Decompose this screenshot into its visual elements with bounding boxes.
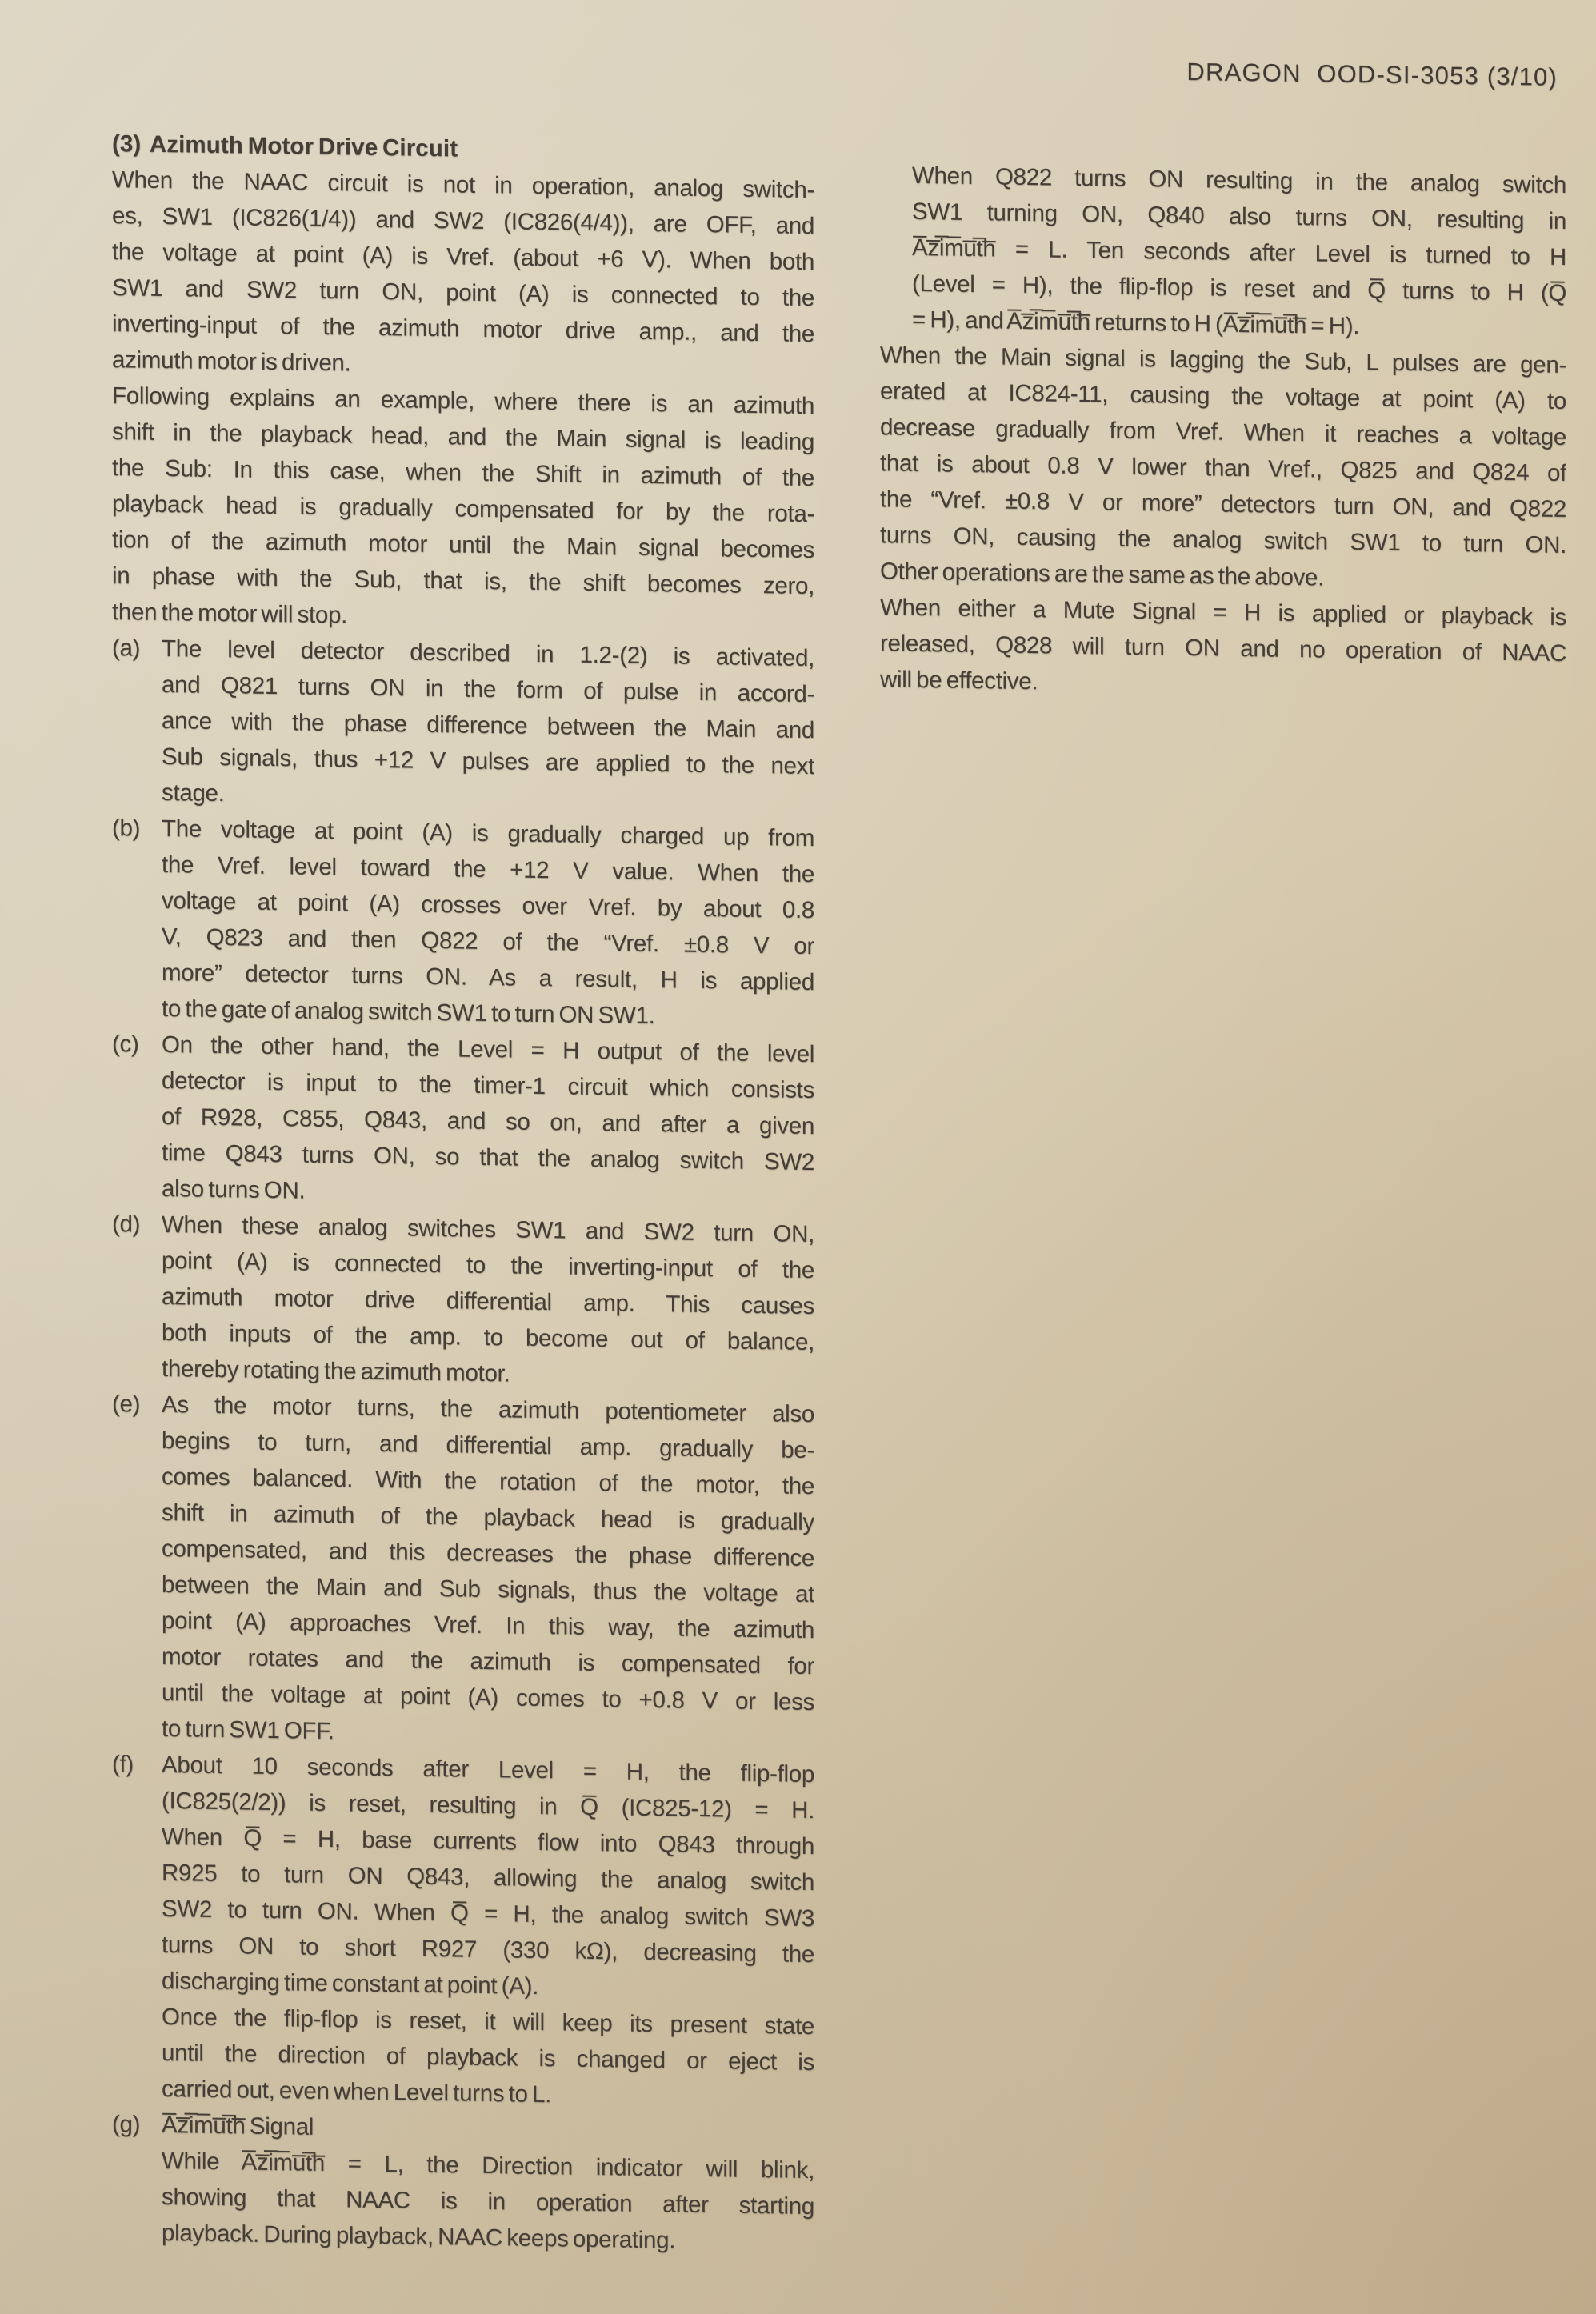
item-label: (e): [112, 1391, 141, 1418]
text-line: azimuth motor is driven.: [112, 346, 351, 377]
item-d: [112, 1206, 814, 1396]
text-line: playback. During playback, NAAC keeps operating.: [162, 2219, 676, 2254]
text-line: turns ON to short R927 (330 kΩ), decreasing the: [162, 1931, 814, 1968]
text-line: between the Main and Sub signals, thus the voltage at: [162, 1571, 814, 1608]
text-line: As the motor turns, the azimuth potentiometer also: [162, 1391, 814, 1428]
text-line: thereby rotating the azimuth motor.: [162, 1355, 510, 1387]
text-line: Once the flip-flop is reset, it will keep its present state: [162, 2003, 814, 2040]
text-line: motor rotates and the azimuth is compensated for: [162, 1643, 814, 1680]
text-line: The voltage at point (A) is gradually charged up from: [162, 815, 814, 852]
text-line: On the other hand, the Level = H output of the level: [162, 1031, 814, 1068]
text-line: decrease gradually from Vref. When it reaches a voltage: [880, 414, 1566, 451]
text-line: When Q822 turns ON resulting in the analog switch: [912, 162, 1566, 199]
paragraph: [112, 1998, 814, 2116]
text-line: the Sub: In this case, when the Shift in azimuth of the: [112, 454, 814, 492]
item-c: [112, 1026, 814, 1216]
text-line: inverting-input of the azimuth motor drive amp., and the: [112, 310, 814, 348]
item-label: (d): [112, 1211, 141, 1238]
text-line: of R928, C855, Q843, and so on, and after a given: [162, 1103, 814, 1140]
text-line: When the NAAC circuit is not in operation, analog switch-: [112, 166, 814, 204]
text-line: A̅z̅i̅m̅u̅t̅h̅ = L. Ten seconds after Level is turned to H: [912, 234, 1566, 271]
text-line: time Q843 turns ON, so that the analog switch SW2: [162, 1139, 814, 1176]
page-header: [1186, 58, 1558, 92]
text-line: About 10 seconds after Level = H, the flip-flop: [162, 1751, 814, 1788]
text-line: and Q821 turns ON in the form of pulse in accord-: [162, 671, 814, 708]
text-line: Sub signals, thus +12 V pulses are applied to the next: [162, 743, 814, 780]
doc-code: DRAGON OOD-SI-3053 (3/10): [1186, 58, 1558, 91]
paragraph: [880, 157, 1566, 347]
item-body: [162, 1027, 814, 1216]
paragraph: [880, 337, 1566, 599]
text-line: voltage at point (A) crosses over Vref. by about 0.8: [162, 887, 814, 924]
text-line: es, SW1 (IC826(1/4)) and SW2 (IC826(4/4)), are OFF, and: [112, 202, 814, 240]
text-line: When the Main signal is lagging the Sub, L pulses are gen-: [880, 342, 1566, 379]
text-line: shift in the playback head, and the Main signal is leading: [112, 418, 814, 456]
text-line: While A̅z̅i̅m̅u̅t̅h̅ = L, the Direction indicator will blink,: [162, 2147, 814, 2184]
text-line: also turns ON.: [162, 1175, 306, 1204]
text-line: tion of the azimuth motor until the Main signal becomes: [112, 526, 814, 564]
item-label: (b): [112, 815, 141, 842]
text-line: Other operations are the same as the above.: [880, 558, 1325, 591]
left-column: [112, 126, 814, 2260]
text-line: more” detector turns ON. As a result, H is applied: [162, 959, 814, 996]
item-label: (g): [112, 2111, 141, 2138]
item-body: [162, 1387, 814, 1756]
text-line: stage.: [162, 779, 225, 807]
paragraph: [112, 2142, 814, 2260]
text-line: carried out, even when Level turns to L.: [162, 2075, 552, 2108]
item-body: [162, 631, 814, 820]
text-line: (3) Azimuth Motor Drive Circuit: [112, 130, 458, 162]
text-line: until the direction of playback is changed or eject is: [162, 2039, 814, 2076]
item-label: (f): [112, 1751, 134, 1778]
item-label: (a): [112, 635, 141, 662]
text-line: When either a Mute Signal = H is applied or playback is: [880, 594, 1566, 631]
right-column: [880, 157, 1566, 707]
text-line: ance with the phase difference between the Main and: [162, 707, 814, 744]
text-line: SW2 to turn ON. When Q̅ = H, the analog switch SW3: [162, 1895, 814, 1932]
text-line: When these analog switches SW1 and SW2 turn ON,: [162, 1211, 814, 1248]
text-line: detector is input to the timer-1 circuit which consists: [162, 1067, 814, 1104]
text-line: released, Q828 will turn ON and no operation of NAAC: [880, 630, 1566, 667]
text-line: point (A) approaches Vref. In this way, the azimuth: [162, 1607, 814, 1644]
item-body: [162, 1207, 814, 1396]
item-f: [112, 1746, 814, 2008]
text-line: (IC825(2/2)) is reset, resulting in Q̅ (IC825-12) = H.: [162, 1787, 814, 1824]
text-line: V, Q823 and then Q822 of the “Vref. ±0.8 V or: [162, 923, 814, 960]
text-line: will be effective.: [880, 666, 1038, 695]
paragraph: [112, 162, 814, 388]
text-line: The level detector described in 1.2-(2) is activated,: [162, 635, 814, 672]
text-line: to turn SW1 OFF.: [162, 1715, 334, 1745]
item-label: (c): [112, 1031, 139, 1058]
text-line: (Level = H), the flip-flop is reset and Q̅ turns to H (Q̅: [912, 270, 1566, 307]
text-line: turns ON, causing the analog switch SW1 to turn ON.: [880, 522, 1566, 559]
text-line: to the gate of analog switch SW1 to turn ON SW1.: [162, 995, 655, 1030]
text-line: point (A) is connected to the inverting-input of the: [162, 1247, 814, 1284]
text-line: shift in azimuth of the playback head is gradually: [162, 1499, 814, 1536]
text-line: SW1 and SW2 turn ON, point (A) is connected to the: [112, 274, 814, 312]
text-line: R925 to turn ON Q843, allowing the analog switch: [162, 1859, 814, 1896]
text-line: until the voltage at point (A) comes to +0.8 V or less: [162, 1679, 814, 1716]
text-line: SW1 turning ON, Q840 also turns ON, resulting in: [912, 198, 1566, 235]
text-line: the voltage at point (A) is Vref. (about +6 V). When both: [112, 238, 814, 276]
text-line: in phase with the Sub, that is, the shift becomes zero,: [112, 562, 814, 600]
text-line: that is about 0.8 V lower than Vref., Q825 and Q824 of: [880, 450, 1566, 487]
text-line: the “Vref. ±0.8 V or more” detectors turn ON, and Q822: [880, 486, 1566, 523]
text-line: Following explains an example, where there is an azimuth: [112, 382, 814, 420]
item-body: [162, 1747, 814, 2008]
item-a: [112, 630, 814, 820]
text-line: showing that NAAC is in operation after starting: [162, 2183, 814, 2220]
text-line: both inputs of the amp. to become out of balance,: [162, 1319, 814, 1356]
text-line: then the motor will stop.: [112, 599, 348, 629]
text-line: the Vref. level toward the +12 V value. When the: [162, 851, 814, 888]
text-line: discharging time constant at point (A).: [162, 1967, 538, 2000]
text-line: A̅z̅i̅m̅u̅t̅h̅ Signal: [162, 2111, 314, 2140]
text-line: begins to turn, and differential amp. gradually be-: [162, 1427, 814, 1464]
item-b: [112, 810, 814, 1036]
text-line: playback head is gradually compensated for by the rota-: [112, 490, 814, 528]
text-line: When Q̅ = H, base currents flow into Q843 through: [162, 1823, 814, 1860]
text-line: azimuth motor drive differential amp. This causes: [162, 1283, 814, 1320]
text-line: = H), and A̅z̅i̅m̅u̅t̅h̅ returns to H (A̅z̅i̅m̅u̅t̅h̅ = H).: [912, 306, 1360, 340]
text-line: comes balanced. With the rotation of the motor, the: [162, 1463, 814, 1500]
text-line: compensated, and this decreases the phase difference: [162, 1535, 814, 1572]
item-e: [112, 1386, 814, 1756]
paragraph: [880, 589, 1566, 707]
paragraph: [112, 378, 814, 640]
item-body: [162, 811, 814, 1036]
text-line: erated at IC824-11, causing the voltage at point (A) to: [880, 378, 1566, 415]
